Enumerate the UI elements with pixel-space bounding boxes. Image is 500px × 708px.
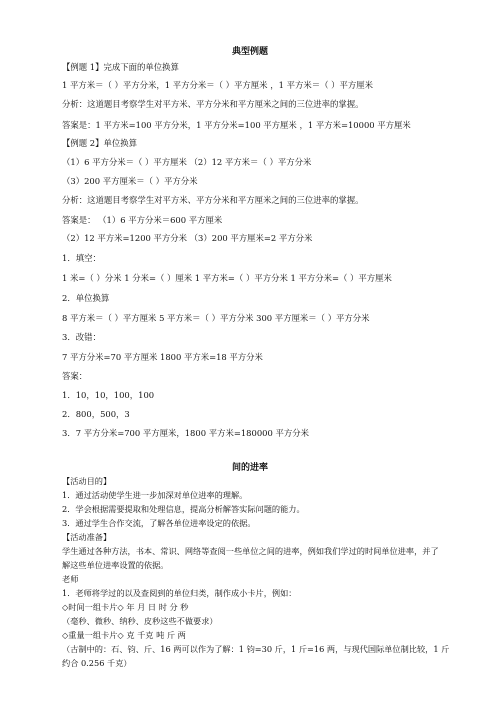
text-line: 2．单位换算 <box>62 293 110 303</box>
text-line: 1．通过活动使学生进一步加深对单位进率的理解。 <box>62 490 248 500</box>
text-line: ◇时间一组卡片◇ 年 月 日 时 分 秒 <box>62 602 189 612</box>
text-line: 学生通过各种方法，书本、常识、网络等查阅一些单位之间的进率，例如我们学过的时间单位进率，并了 <box>62 546 439 556</box>
text-line: 分析：这道题目考察学生对平方米、平方分米和平方厘米之间的三位进率的掌握。 <box>62 195 364 205</box>
text-line: 答案： <box>62 371 88 381</box>
text-line: 3．通过学生合作交流，了解各单位进率设定的依据。 <box>62 518 256 528</box>
text-line: 1．老师将学过的以及查阅到的单位归类，制作成小卡片，例如： <box>62 588 297 598</box>
text-line: 2．学会根据需要提取和处理信息，提高分析解答实际问题的能力。 <box>62 504 305 514</box>
text-line: 分析：这道题目考察学生对平方米、平方分米和平方厘米之间的三位进率的掌握。 <box>62 99 364 109</box>
text-line: ◇重量一组卡片◇ 克 千克 吨 斤 两 <box>62 630 186 640</box>
text-line: （毫秒、微秒、纳秒、皮秒这些不做要求） <box>62 616 218 626</box>
text-line: 【例题 1】完成下面的单位换算 <box>62 62 179 72</box>
text-line: 【活动准备】 <box>62 532 112 542</box>
text-line: 1 米=（ ）分米 1 分米=（ ）厘米 1 平方米=（ ）平方分米 1 平方分米=（ ）平方厘米 <box>62 273 392 283</box>
text-line: 1．10，10，100，100 <box>62 390 155 400</box>
text-line: 【活动目的】 <box>62 476 112 486</box>
section-title-typical-examples: 典型例题 <box>231 47 268 57</box>
text-line: 7 平方分米=70 平方厘米 1800 平方米=18 平方分米 <box>62 352 263 362</box>
text-line: 老师 <box>62 574 79 584</box>
text-line: 1．填空： <box>62 253 101 263</box>
text-line: 答案是：1 平方米=100 平方分米，1 平方分米=100 平方厘米 ，1 平方米=10000 平方厘米 <box>62 120 411 130</box>
text-line: 答案是： （1）6 平方分米＝600 平方厘米 <box>62 215 223 225</box>
text-line: 3．7 平方分米=700 平方厘米，1800 平方米=180000 平方分米 <box>62 428 309 438</box>
text-line: （3）200 平方厘米＝（ ）平方分米 <box>62 176 198 186</box>
text-line: （1）6 平方分米＝（ ）平方厘米 （2）12 平方米＝（ ）平方分米 <box>62 157 312 167</box>
text-line: （2）12 平方米=1200 平方分米 （3）200 平方厘米=2 平方分米 <box>62 233 313 243</box>
text-line: 【例题 2】单位换算 <box>62 138 137 148</box>
text-line: 1 平方米＝（ ）平方分米，1 平方分米＝（ ）平方厘米 ，1 平方米＝（ ）平方厘米 <box>62 80 373 90</box>
text-line: 8 平方米＝（ ）平方厘米 5 平方米＝（ ）平方分米 300 平方厘米＝（ ）平方分米 <box>62 313 370 323</box>
text-line: 解这些单位进率设置的依据。 <box>62 560 169 570</box>
section-title-unit-rates: 间的进率 <box>231 463 268 473</box>
text-line: （古制中的：石、钧、斤、16 两可以作为了解：1 钧=30 斤，1 斤=16 两，与现代国际单位制比较，1 斤 <box>62 644 450 654</box>
text-line: 约合 0.256 千克） <box>62 658 132 668</box>
text-line: 2．800，500，3 <box>62 409 130 419</box>
text-line: 3．改错： <box>62 332 101 342</box>
